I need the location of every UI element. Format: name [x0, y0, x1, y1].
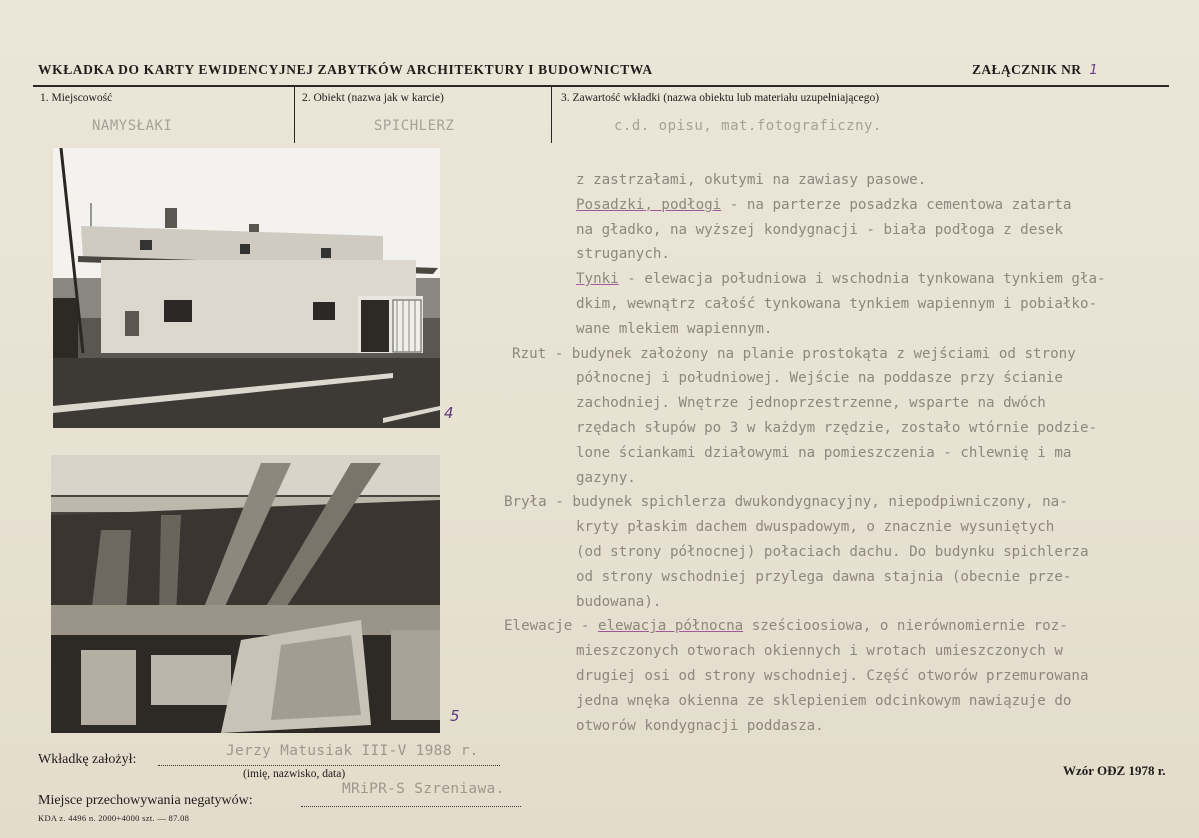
- floors-text: - na parterze posadzka cementowa zatarta: [721, 196, 1072, 213]
- photo-interior-number: 5: [450, 707, 460, 725]
- created-by-value: Jerzy Matusiak III-V 1988 r.: [226, 743, 479, 759]
- desc-line: budowana).: [576, 593, 662, 610]
- desc-line-elevation: [478, 614, 1168, 639]
- annex-label: ZAŁĄCZNIK NR: [972, 62, 1082, 77]
- form-title: WKŁADKA DO KARTY EWIDENCYJNEJ ZABYTKÓW ARCHITEKTURY I BUDOWNICTWA: [38, 62, 653, 77]
- photo-interior: [51, 455, 440, 733]
- desc-line: na gładko, na wyższej kondygnacji - biała podłoga z desek: [576, 221, 1063, 238]
- annex-handwritten-number: 1: [1089, 62, 1099, 78]
- desc-line: Bryła - budynek spichlerza dwukondygnacyjny, niepodpiwniczony, na-: [504, 494, 1068, 511]
- description-text: [478, 168, 1168, 738]
- elevation-text: sześcioosiowa, o nierównomiernie roz-: [743, 618, 1068, 635]
- header-top-rule: [33, 85, 1169, 87]
- field-divider-2: [551, 87, 552, 143]
- desc-line: jedna wnęka okienna ze sklepieniem odcinkowym nawiązuje do: [576, 692, 1072, 709]
- object-label: 2. Obiekt (nazwa jak w karcie): [302, 92, 444, 104]
- locality-value: NAMYSŁAKI: [92, 118, 173, 134]
- form-template-note: Wzór OĐZ 1978 r.: [1063, 763, 1166, 778]
- created-by-label: Wkładkę założył:: [38, 752, 137, 767]
- plaster-heading: Tynki: [576, 271, 619, 288]
- desc-line: dkim, wewnątrz całość tynkowana tynkiem wapiennym i pobiałko-: [576, 295, 1098, 312]
- desc-line: struganych.: [576, 246, 670, 263]
- desc-line: (od strony północnej) połaciach dachu. Do budynku spichlerza: [576, 543, 1089, 560]
- plaster-text: - elewacja południowa i wschodnia tynkowana tynkiem gła-: [618, 271, 1106, 288]
- desc-line-floors: [478, 193, 1168, 218]
- desc-line: północnej i południowej. Wejście na poddasze przy ścianie: [576, 370, 1063, 387]
- desc-line: Rzut - budynek założony na planie prostokąta z wejściami od strony: [512, 345, 1076, 362]
- negatives-label: Miejsce przechowywania negatywów:: [38, 793, 253, 808]
- desc-line: wane mlekiem wapiennym.: [576, 320, 773, 337]
- negatives-value: MRiPR-S Szreniawa.: [342, 781, 505, 797]
- negatives-dotted-line: [301, 806, 521, 807]
- desc-line: zachodniej. Wnętrze jednoprzestrzenne, wsparte na dwóch: [576, 395, 1046, 412]
- contents-value: c.d. opisu, mat.fotograficzny.: [614, 118, 882, 134]
- contents-label: 3. Zawartość wkładki (nazwa obiektu lub materiału uzupełniającego): [561, 92, 880, 104]
- elevation-heading: elewacja północna: [597, 618, 744, 635]
- field-divider-1: [294, 87, 295, 143]
- desc-line: z zastrzałami, okutymi na zawiasy pasowe.: [576, 172, 927, 188]
- photo-exterior: [53, 148, 440, 428]
- desc-line: otworów kondygnacji poddasza.: [576, 717, 824, 734]
- annex-number: [972, 62, 1098, 78]
- desc-line-plaster: [478, 267, 1168, 292]
- created-by-hint: (imię, nazwisko, data): [243, 768, 346, 780]
- desc-line: lone ściankami działowymi na pomieszczenia - chlewnię i ma: [576, 444, 1072, 461]
- desc-line: rzędach słupów po 3 w każdym rzędzie, zostało wtórnie podzie-: [576, 419, 1098, 436]
- desc-line: mieszczonych otworach okiennych i wrotach umieszczonych w: [576, 643, 1063, 660]
- desc-line: od strony wschodniej przylega dawna stajnia (obecnie prze-: [576, 568, 1072, 585]
- print-info: KDA z. 4496 n. 2000+4000 szt. — 87.08: [38, 813, 190, 823]
- photo-exterior-number: 4: [444, 404, 454, 422]
- object-value: SPICHLERZ: [374, 118, 455, 134]
- floors-heading: Posadzki, podłogi: [576, 196, 722, 213]
- desc-line: gazyny.: [576, 469, 636, 486]
- desc-line: kryty płaskim dachem dwuspadowym, o znacznie wysuniętych: [576, 519, 1055, 536]
- elevation-prefix: Elewacje -: [504, 618, 598, 635]
- created-by-dotted-line: [158, 765, 500, 766]
- desc-line: drugiej osi od strony wschodniej. Część otworów przemurowana: [576, 667, 1089, 684]
- locality-label: 1. Miejscowość: [40, 92, 113, 104]
